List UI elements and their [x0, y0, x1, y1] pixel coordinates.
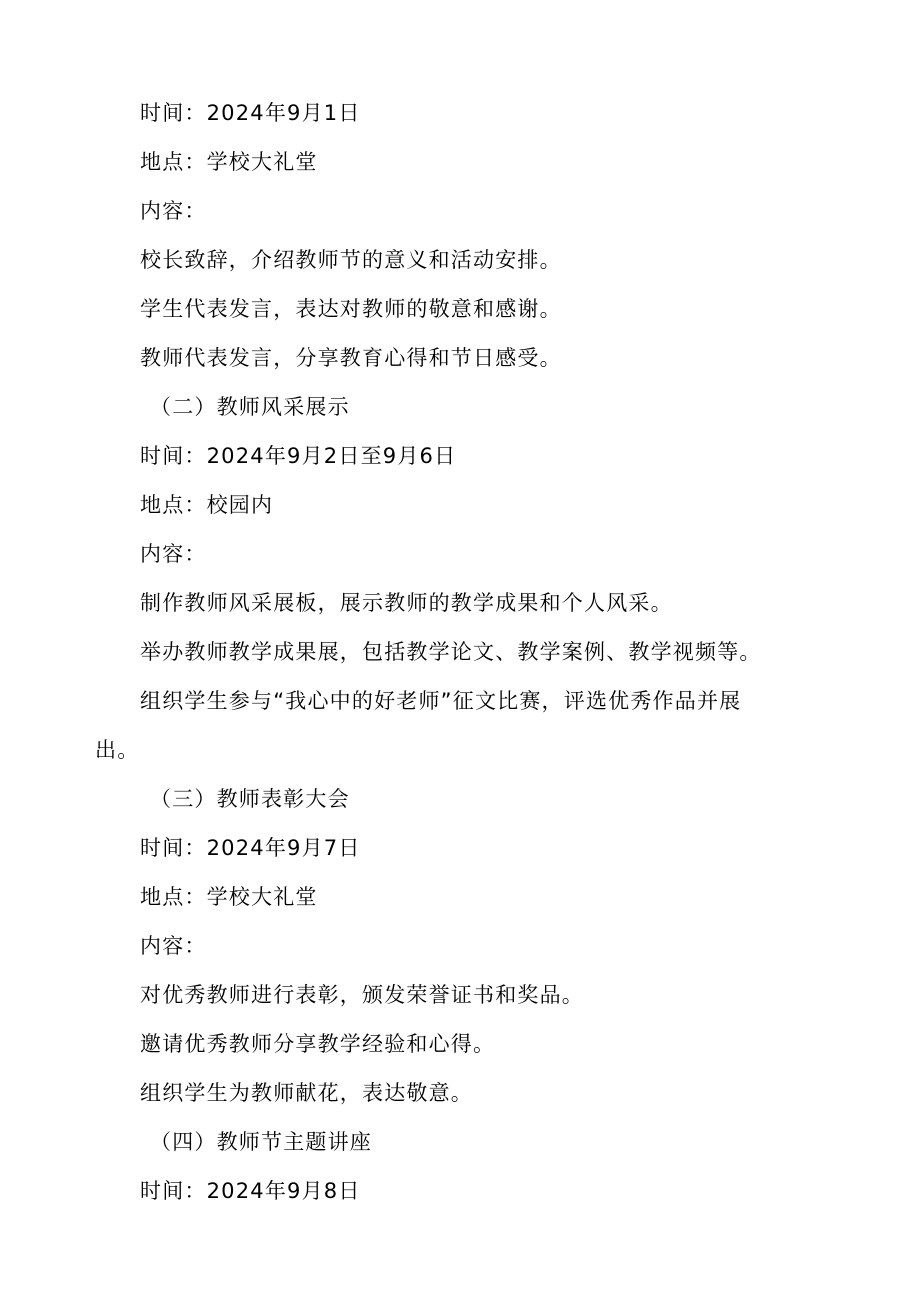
section2-item-continuation: 出。 [95, 738, 140, 762]
section3-place: 地点：学校大礼堂 [140, 885, 318, 909]
section1-item: 教师代表发言，分享教育心得和节日感受。 [140, 346, 562, 370]
section2-time: 时间：2024年9月2日至9月6日 [140, 444, 457, 468]
section1-content-label: 内容： [140, 199, 207, 223]
section3-content-label: 内容： [140, 934, 207, 958]
section2-place: 地点：校园内 [140, 493, 274, 517]
section2-item: 举办教师教学成果展，包括教学论文、教学案例、教学视频等。 [140, 640, 762, 664]
section2-content-label: 内容： [140, 542, 207, 566]
section2-item: 组织学生参与“我心中的好老师”征文比赛，评选优秀作品并展 [140, 689, 742, 713]
section1-time: 时间：2024年9月1日 [140, 101, 361, 125]
section3-item: 邀请优秀教师分享教学经验和心得。 [140, 1032, 496, 1056]
section1-item: 学生代表发言，表达对教师的敬意和感谢。 [140, 297, 562, 321]
section2-item: 制作教师风采展板，展示教师的教学成果和个人风采。 [140, 591, 673, 615]
section4-time: 时间：2024年9月8日 [140, 1179, 361, 1203]
section4-heading: （四）教师节主题讲座 [150, 1130, 372, 1154]
section3-item: 组织学生为教师献花，表达敬意。 [140, 1081, 473, 1105]
section1-place: 地点：学校大礼堂 [140, 150, 318, 174]
section1-item: 校长致辞，介绍教师节的意义和活动安排。 [140, 248, 562, 272]
section3-item: 对优秀教师进行表彰，颁发荣誉证书和奖品。 [140, 983, 584, 1007]
section3-heading: （三）教师表彰大会 [150, 787, 350, 811]
section3-time: 时间：2024年9月7日 [140, 836, 361, 860]
section2-heading: （二）教师风采展示 [150, 395, 350, 419]
